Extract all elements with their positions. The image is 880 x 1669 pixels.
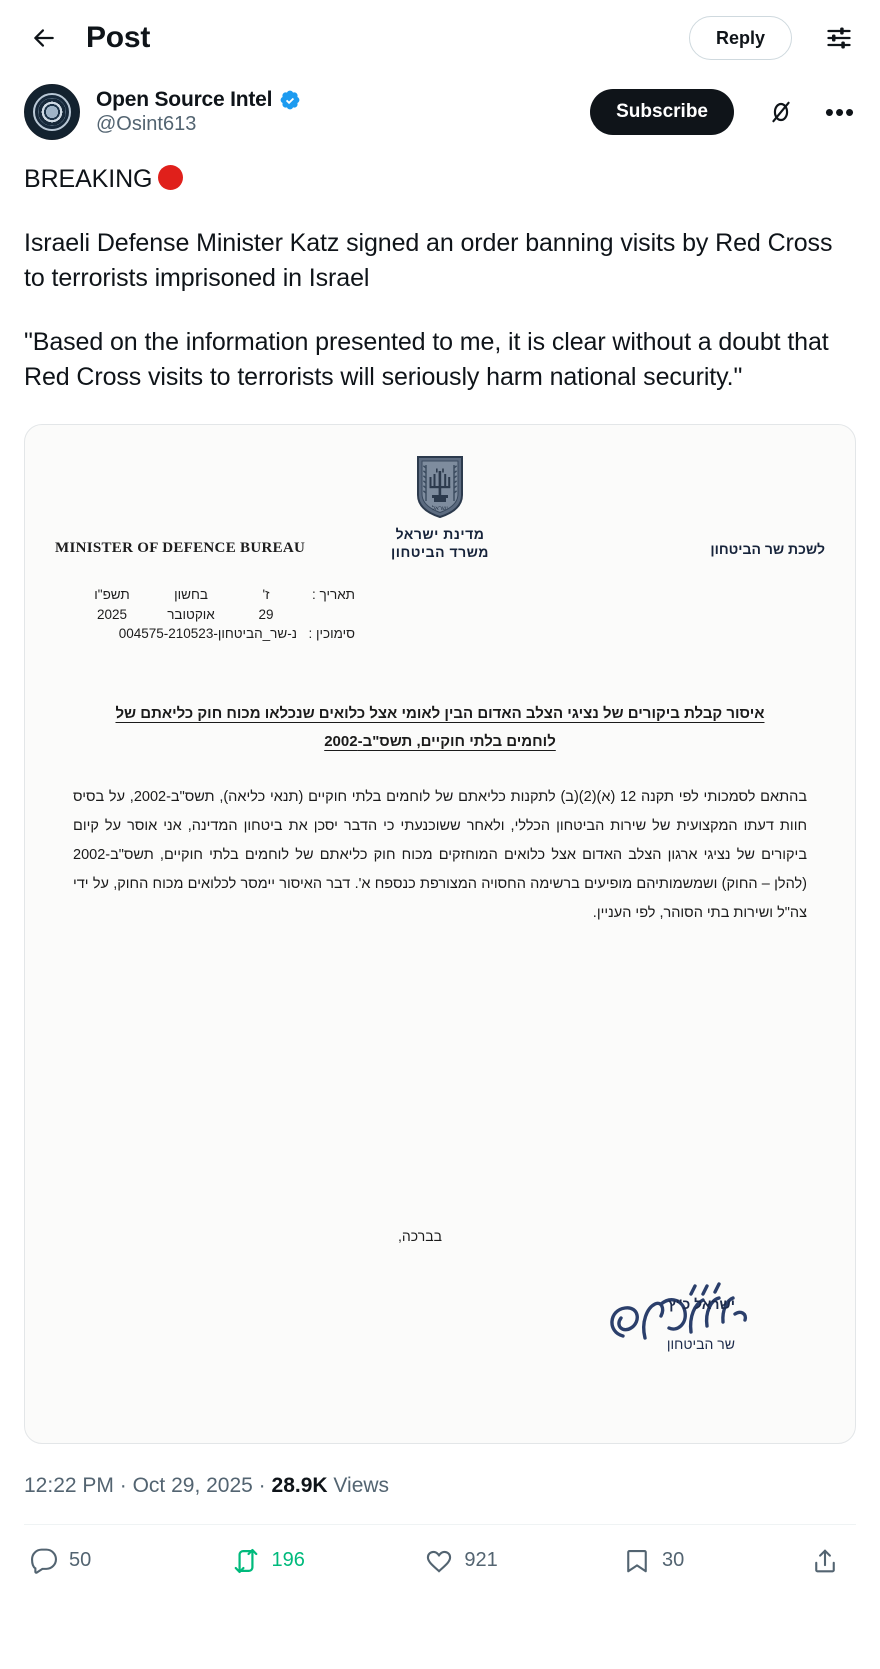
date-gregorian-month: אוקטובר (167, 606, 215, 622)
author-handle[interactable]: @Osint613 (96, 113, 197, 135)
emblem-caption-line-1: מדינת ישראל (395, 525, 485, 542)
document-regards: בברכה, (398, 1227, 442, 1244)
avatar[interactable] (24, 84, 80, 140)
date-hebrew-month: בחשון (174, 587, 208, 603)
document-signature-block (55, 1296, 825, 1406)
share-icon (811, 1547, 839, 1575)
retweet-count: 196 (271, 1549, 305, 1571)
tweet-breaking-line (24, 162, 856, 198)
grok-icon-glyph (768, 99, 794, 125)
date-label: תאריך : (312, 587, 355, 603)
more-options-icon[interactable]: ••• (824, 97, 856, 127)
document-title (55, 700, 825, 757)
date-label-spacer (297, 605, 355, 625)
date-gregorian-day: 29 (258, 606, 274, 622)
author-name[interactable]: Open Source Intel (96, 88, 273, 111)
date-hebrew-year: תשפ"ו (94, 587, 130, 603)
tweet-text-body (0, 140, 880, 396)
bureau-title-hebrew: לשכת שר הביטחון (710, 541, 825, 558)
israel-state-emblem (414, 455, 466, 519)
like-action[interactable] (425, 1547, 623, 1575)
post-time: 12:22 PM (24, 1473, 114, 1497)
breaking-label: BREAKING (24, 165, 153, 193)
author-name-line (96, 88, 301, 112)
signature-name: ישראל כ"ץ (668, 1295, 735, 1312)
views-label: Views (333, 1473, 390, 1497)
heart-icon (425, 1547, 453, 1575)
arrow-left-icon (31, 25, 57, 51)
author-row (0, 76, 880, 140)
document-body-paragraph: בהתאם לסמכותי לפי תקנה 12 (א)(2)(ב) לתקנות כליאתם של לוחמים בלתי חוקיים (תנאי כליאה), תשס"ב-2002, על בסיס חוות דעתו המקצועית של שירות הביטחון הכללי, ולאחר ששוכנעתי כי הדבר יסכן את ביטחון המדינה, אני אוסר על קיום ביקורים של נציגי ארגון הצלב האדום אצל כלואים המוחזקים מכוח חוק כליאתם של לוחמים בלתי חוקיים, תשס"ב-2002 (להלן – החוק) ושמשמותיהם מופיעים ברשימה החסויה המצורפת כנספח א'. דבר האיסור יימסר לכלואים מכוח החוק, על ידי צה"ל ושירות בתי הסוהר, לפי העניין. (73, 788, 808, 921)
post-date: Oct 29, 2025 (132, 1473, 253, 1497)
author-meta (96, 88, 301, 136)
verified-badge-icon (279, 89, 301, 111)
emblem-caption (391, 525, 489, 563)
signature-role: שר הביטחון (666, 1335, 735, 1352)
page-title: Post (86, 21, 151, 54)
date-row-hebrew (55, 585, 355, 605)
engagement-action-bar (0, 1525, 880, 1575)
comment-count: 50 (69, 1549, 92, 1571)
date-gregorian-year: 2025 (96, 606, 128, 622)
reference-value: נ-שר_הביטחון-004575-210523 (118, 626, 297, 642)
like-count: 921 (464, 1549, 498, 1571)
share-action[interactable] (811, 1547, 850, 1575)
retweet-action[interactable] (232, 1547, 425, 1575)
svg-text:ישראל: ישראל (432, 505, 448, 512)
subscribe-button[interactable]: Subscribe (590, 89, 734, 135)
red-circle-emoji (158, 165, 183, 190)
comment-icon (30, 1547, 58, 1575)
meta-separator-1: · (119, 1473, 127, 1497)
bookmark-action[interactable] (623, 1547, 811, 1575)
grok-icon[interactable] (766, 97, 796, 127)
bookmark-count: 30 (661, 1549, 685, 1571)
post-metadata (0, 1444, 880, 1498)
sliders-icon[interactable] (822, 21, 856, 55)
date-row-gregorian (55, 605, 355, 625)
views-count: 28.9K (271, 1473, 328, 1497)
meta-separator-2: · (258, 1473, 266, 1497)
reference-label: סימוכין : (308, 626, 355, 642)
bureau-title-english: MINISTER OF DEFENCE BUREAU (55, 540, 306, 557)
sliders-icon-glyph (825, 24, 853, 52)
attached-document-image[interactable] (24, 424, 856, 1444)
bookmark-icon (623, 1547, 651, 1575)
emblem-caption-line-2: משרד הביטחון (391, 544, 489, 561)
tweet-paragraph-2: "Based on the information presented to me, it is clear without a doubt that Red Cross visits to terrorists will seriously harm national security." (24, 327, 829, 391)
tweet-paragraph-1: Israeli Defense Minister Katz signed an order banning visits by Red Cross to terrorists imprisoned in Israel (24, 228, 833, 292)
document-page (25, 425, 855, 1443)
top-navigation-bar (0, 0, 880, 76)
document-date-block (55, 585, 355, 644)
comment-action[interactable] (30, 1547, 232, 1575)
document-title-line-1: איסור קבלת ביקורים של נציגי הצלב האדום הבין לאומי אצל כלואים שנכלאו מכוח חוק כליאתם של (115, 704, 765, 722)
retweet-icon (232, 1547, 260, 1575)
document-title-line-2: לוחמים בלתי חוקיים, תשס"ב-2002 (324, 733, 556, 751)
document-reference-row (55, 624, 355, 644)
back-button[interactable] (24, 18, 64, 58)
reply-button[interactable]: Reply (689, 16, 792, 60)
date-hebrew-day: ז' (262, 587, 270, 603)
